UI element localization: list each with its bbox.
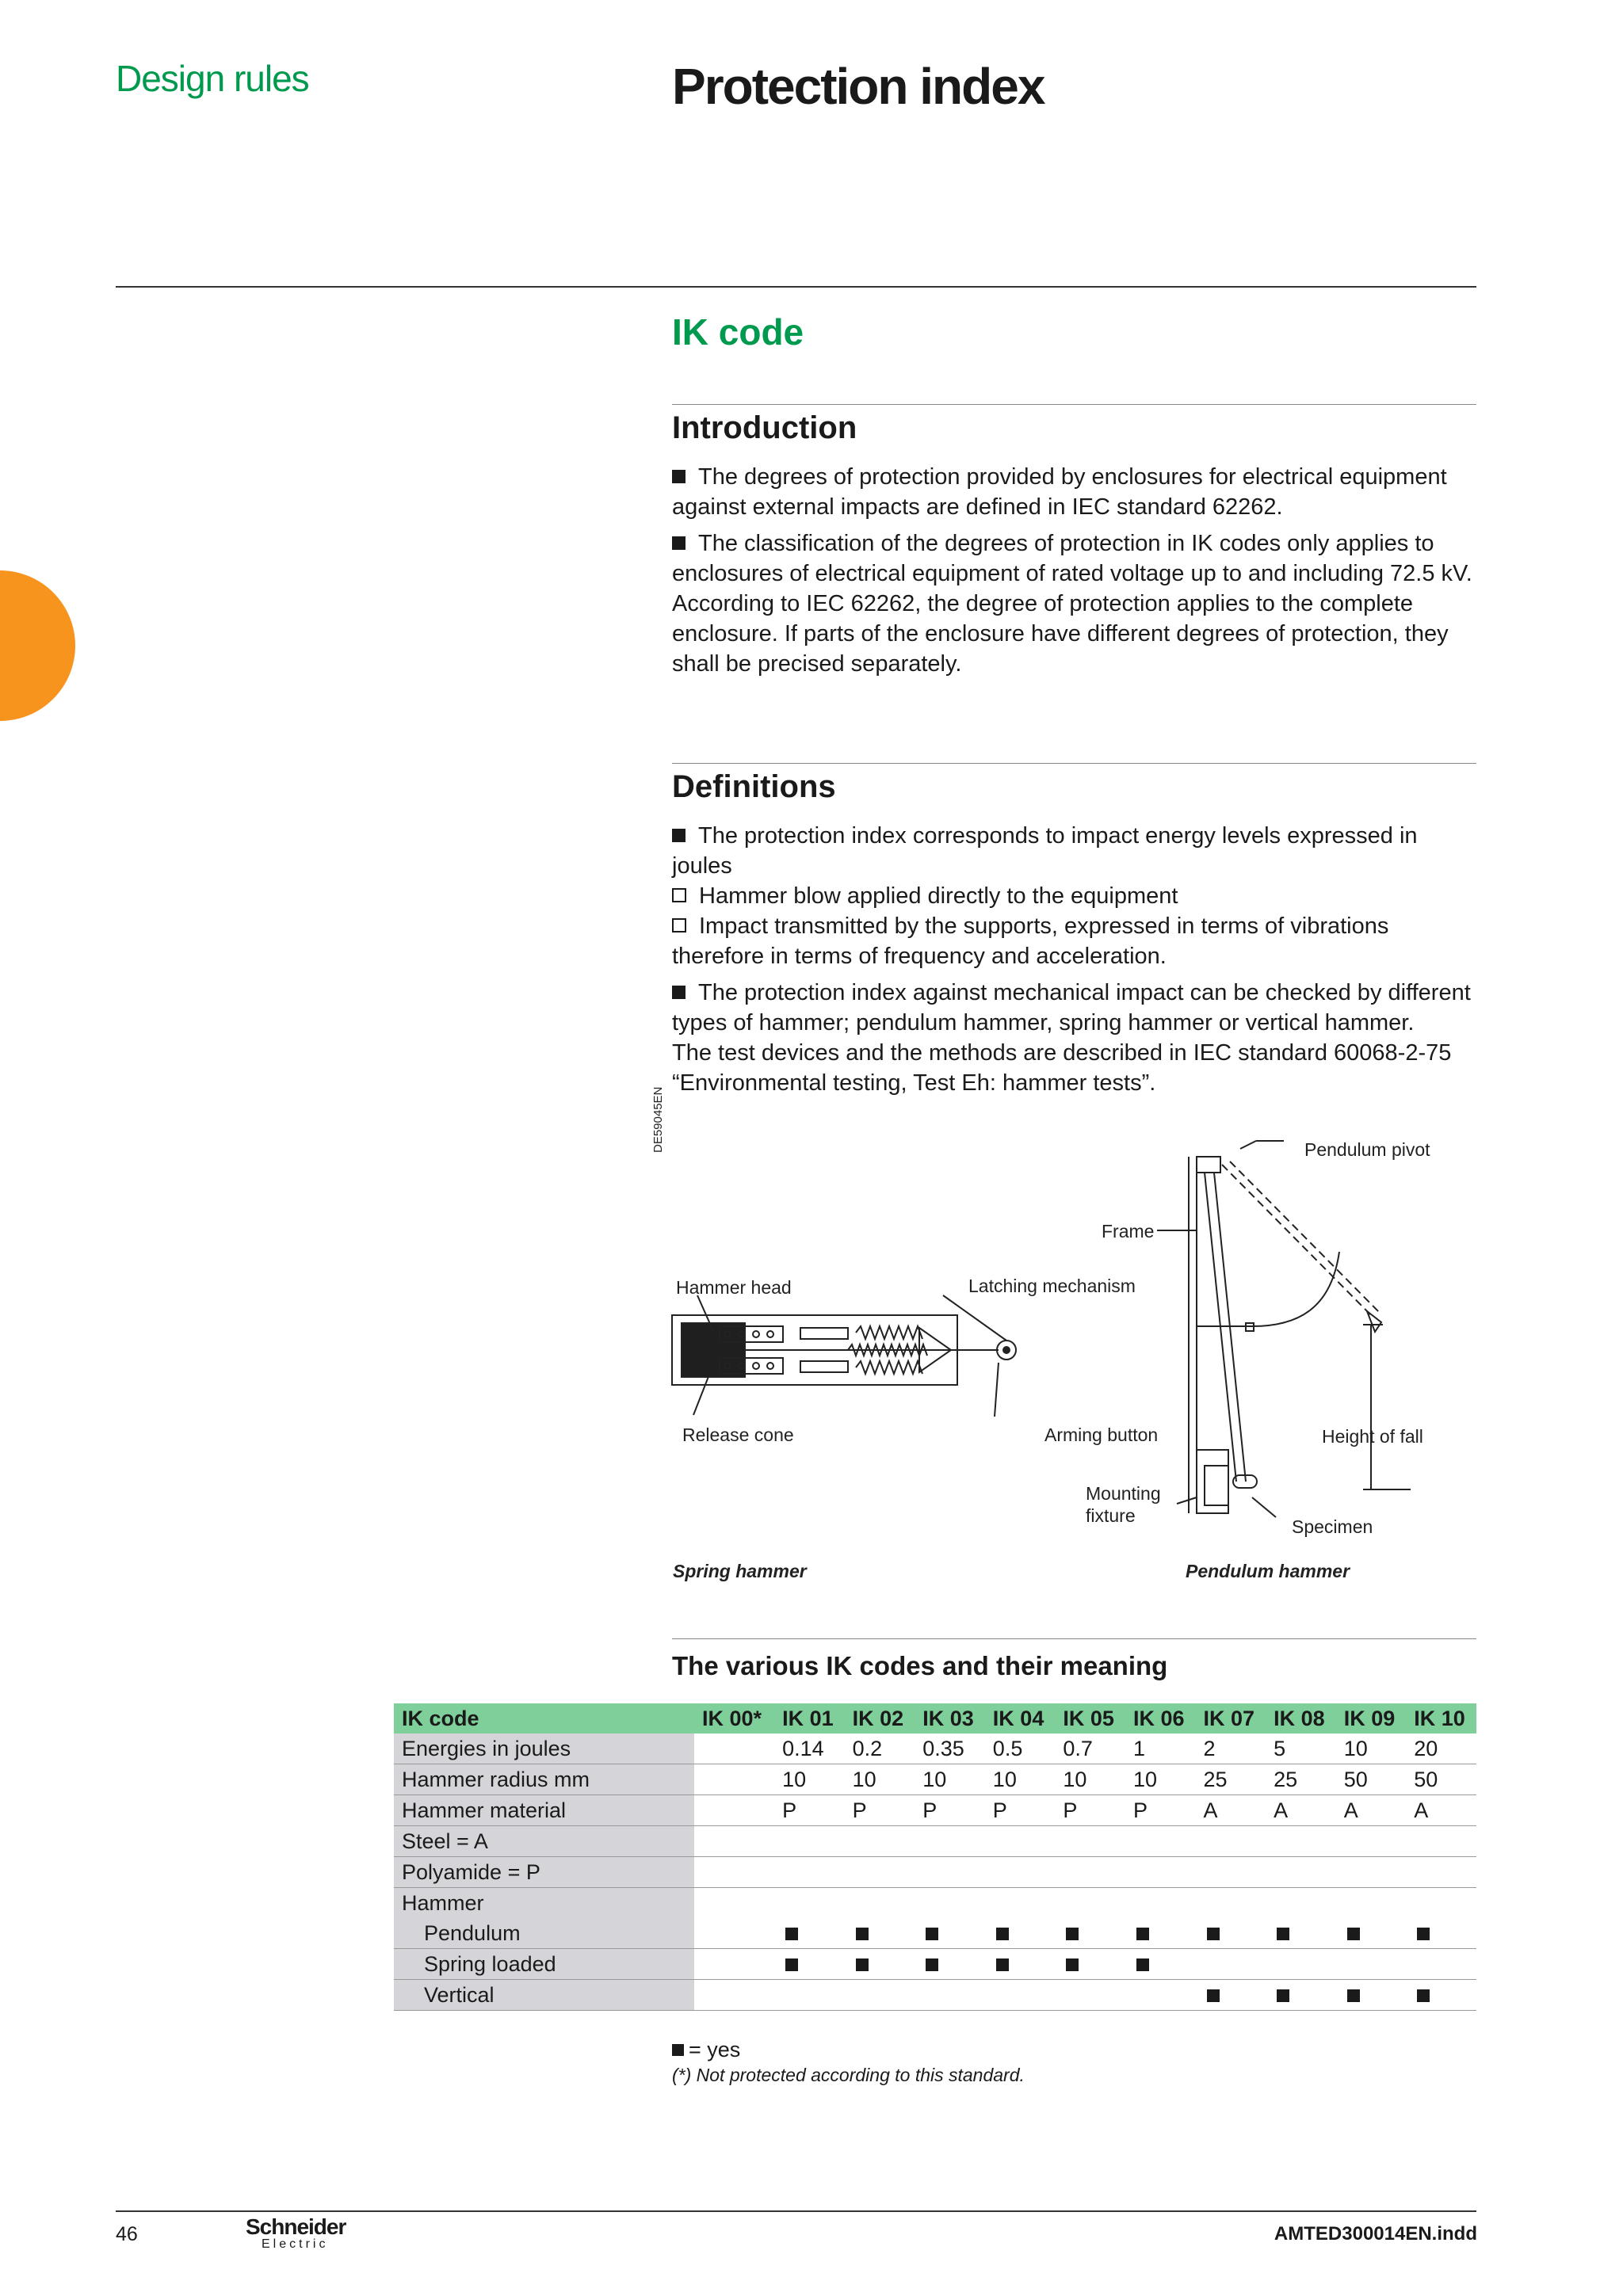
table-cell: 50: [1336, 1764, 1407, 1795]
filled-square-icon: [1277, 1989, 1289, 2002]
table-row: [394, 1857, 1476, 1888]
label-pendulum-pivot: Pendulum pivot: [1304, 1139, 1430, 1160]
introduction-heading: Introduction: [672, 410, 857, 445]
table-cell: 0.35: [915, 1733, 985, 1764]
header-rule: [116, 286, 1476, 288]
intro-paragraph: According to IEC 62262, the degree of protection applies to the complete enclosure. If parts of the enclosure have different degrees of protection, they shall be precised separately.: [672, 591, 1449, 677]
table-cell: [774, 1918, 845, 1949]
bullet-icon: [672, 829, 685, 842]
table-cell: [1266, 1857, 1336, 1888]
filled-square-icon: [1066, 1928, 1079, 1940]
label-fixture: fixture: [1086, 1505, 1136, 1526]
row-header: Hammer material: [394, 1795, 694, 1826]
table-cell: [985, 1857, 1056, 1888]
table-cell: [1406, 1980, 1476, 2011]
ik-code-header: IK 10: [1406, 1703, 1476, 1733]
filled-square-icon: [1347, 1928, 1360, 1940]
footer-rule: [116, 2210, 1476, 2212]
ik-code-header: IK 09: [1336, 1703, 1407, 1733]
ik-code-header: IK 03: [915, 1703, 985, 1733]
table-cell: [694, 1764, 774, 1795]
ik-code-header: IK 04: [985, 1703, 1056, 1733]
table-cell: [1406, 1857, 1476, 1888]
ik-code-table: [394, 1703, 1476, 2011]
table-cell: P: [1125, 1795, 1196, 1826]
table-cell: [845, 1857, 915, 1888]
table-cell: [915, 1980, 985, 2011]
table-cell: 0.2: [845, 1733, 915, 1764]
table-cell: [1336, 1857, 1407, 1888]
table-cell: [985, 1949, 1056, 1980]
ik-code-header: IK 01: [774, 1703, 845, 1733]
label-frame: Frame: [1102, 1221, 1155, 1241]
bullet-icon: [672, 470, 685, 483]
row-header: Polyamide = P: [394, 1857, 694, 1888]
table-cell: [1125, 1918, 1196, 1949]
table-cell: [1406, 1826, 1476, 1857]
table-cell: 10: [985, 1764, 1056, 1795]
bullet-icon: [672, 986, 685, 999]
introduction-body: [672, 462, 1472, 685]
def-bullet-1: The protection index corresponds to impact energy levels expressed in joules: [672, 823, 1418, 879]
table-note: (*) Not protected according to this standard.: [672, 2065, 1025, 2085]
row-header: Energies in joules: [394, 1733, 694, 1764]
table-cell: P: [1055, 1795, 1125, 1826]
table-cell: [1196, 1949, 1266, 1980]
table-cell: [1266, 1949, 1336, 1980]
page-title: Protection index: [672, 58, 1044, 115]
table-cell: P: [845, 1795, 915, 1826]
chapter-tab-marker: [0, 570, 75, 721]
table-cell: [694, 1826, 774, 1857]
table-cell: [1406, 1918, 1476, 1949]
table-cell: [1055, 1857, 1125, 1888]
filled-square-icon: [856, 1928, 869, 1940]
row-header: Spring loaded: [394, 1949, 694, 1980]
table-cell: [694, 1980, 774, 2011]
filled-square-icon: [1417, 1928, 1430, 1940]
ik-code-header: IK 02: [845, 1703, 915, 1733]
label-specimen: Specimen: [1292, 1516, 1373, 1537]
table-row: [394, 1733, 1476, 1764]
filled-square-icon: [996, 1958, 1009, 1971]
label-height-of-fall: Height of fall: [1322, 1426, 1423, 1447]
table-cell: [694, 1795, 774, 1826]
table-cell: 10: [774, 1764, 845, 1795]
table-cell: 10: [845, 1764, 915, 1795]
table-cell: [774, 1949, 845, 1980]
table-cell: [774, 1857, 845, 1888]
ik-code-header: IK 08: [1266, 1703, 1336, 1733]
definitions-body: [672, 821, 1472, 1104]
table-cell: [1266, 1980, 1336, 2011]
schneider-logo: [246, 2214, 346, 2253]
table-cell: [694, 1733, 774, 1764]
filled-square-icon: [785, 1958, 798, 1971]
table-title: The various IK codes and their meaning: [672, 1651, 1168, 1680]
table-cell: [774, 1980, 845, 2011]
table-cell: 20: [1406, 1733, 1476, 1764]
table-cell: [694, 1857, 774, 1888]
filled-square-icon: [1347, 1989, 1360, 2002]
filled-square-icon: [785, 1928, 798, 1940]
label-hammer-head: Hammer head: [676, 1277, 792, 1298]
caption-spring-hammer: Spring hammer: [673, 1561, 807, 1581]
sub-bullet-icon: [672, 918, 686, 933]
table-cell: [1336, 1949, 1407, 1980]
table-cell: 1: [1125, 1733, 1196, 1764]
table-cell: [1125, 1980, 1196, 2011]
row-header: Steel = A: [394, 1826, 694, 1857]
def-bullet-2: The protection index against mechanical impact can be checked by different types of hammer; pendulum hammer, spring hammer or vertical hammer.: [672, 980, 1471, 1035]
logo-brand-sub: Electric: [262, 2237, 329, 2251]
table-cell: [1336, 1980, 1407, 2011]
label-arming-button: Arming button: [1044, 1425, 1159, 1445]
table-cell: A: [1196, 1795, 1266, 1826]
table-cell: [1406, 1949, 1476, 1980]
table-cell: [1125, 1949, 1196, 1980]
filled-square-icon: [926, 1958, 938, 1971]
section-title: IK code: [672, 311, 804, 353]
table-cell: [915, 1857, 985, 1888]
table-cell: A: [1266, 1795, 1336, 1826]
label-latching-mechanism: Latching mechanism: [968, 1276, 1136, 1296]
table-row: [394, 1888, 1476, 1919]
def-paragraph: The test devices and the methods are described in IEC standard 60068-2-75 “Environmental testing, Test Eh: hammer tests”.: [672, 1040, 1452, 1096]
table-cell: 0.5: [985, 1733, 1056, 1764]
table-cell: [845, 1826, 915, 1857]
filled-square-icon: [1207, 1989, 1220, 2002]
table-cell: [1125, 1826, 1196, 1857]
table-rule: [672, 1638, 1476, 1639]
table-cell: [985, 1980, 1056, 2011]
intro-rule: [672, 404, 1476, 405]
table-cell: [1196, 1826, 1266, 1857]
table-cell: [1055, 1980, 1125, 2011]
row-header: Pendulum: [394, 1918, 694, 1949]
logo-brand: Schneider: [246, 2214, 346, 2239]
filled-square-icon: [1207, 1928, 1220, 1940]
table-cell: [774, 1826, 845, 1857]
table-cell: 2: [1196, 1733, 1266, 1764]
table-cell: P: [915, 1795, 985, 1826]
table-cell: P: [774, 1795, 845, 1826]
table-cell: 25: [1266, 1764, 1336, 1795]
table-cell: [915, 1826, 985, 1857]
table-cell: [694, 1949, 774, 1980]
table-cell: A: [1406, 1795, 1476, 1826]
table-cell: 25: [1196, 1764, 1266, 1795]
ik-code-header: IK 06: [1125, 1703, 1196, 1733]
label-mounting: Mounting: [1086, 1483, 1161, 1504]
table-cell: [1196, 1980, 1266, 2011]
def-sub-2: Impact transmitted by the supports, expressed in terms of vibrations therefore in terms of frequency and acceleration.: [672, 913, 1389, 969]
table-row: [394, 1980, 1476, 2011]
ik-code-header: IK 05: [1055, 1703, 1125, 1733]
table-cell: [1336, 1826, 1407, 1857]
footer-filename: AMTED300014EN.indd: [1274, 2223, 1477, 2245]
table-cell: [1266, 1918, 1336, 1949]
filled-square-icon: [1277, 1928, 1289, 1940]
caption-pendulum-hammer: Pendulum hammer: [1186, 1561, 1350, 1581]
page-number: 46: [116, 2223, 138, 2245]
table-cell: 10: [1055, 1764, 1125, 1795]
section-label: Design rules: [116, 58, 309, 99]
table-cell: [694, 1918, 774, 1949]
table-cell: [985, 1826, 1056, 1857]
figure-ref: DE59045EN: [651, 1086, 665, 1153]
table-cell: [1055, 1918, 1125, 1949]
table-row: [394, 1826, 1476, 1857]
label-release-cone: Release cone: [682, 1425, 794, 1445]
table-cell: [1196, 1918, 1266, 1949]
filled-square-icon: [856, 1958, 869, 1971]
table-corner-header: IK code: [394, 1703, 694, 1733]
ik-code-header: IK 00*: [694, 1703, 774, 1733]
ik-code-header: IK 07: [1196, 1703, 1266, 1733]
table-cell: [1196, 1857, 1266, 1888]
table-cell: P: [985, 1795, 1056, 1826]
row-header: Hammer: [394, 1888, 694, 1919]
intro-bullet-2: The classification of the degrees of protection in IK codes only applies to enclosures of electrical equipment of rated voltage up to and including 72.5 kV.: [672, 531, 1472, 586]
table-cell: [1055, 1826, 1125, 1857]
table-cell: 5: [1266, 1733, 1336, 1764]
table-cell: 0.7: [1055, 1733, 1125, 1764]
hammer-head-shape: [682, 1323, 745, 1377]
filled-square-icon: [1136, 1958, 1149, 1971]
table-cell: [985, 1918, 1056, 1949]
table-row: [394, 1764, 1476, 1795]
definitions-rule: [672, 763, 1476, 764]
table-cell: [915, 1918, 985, 1949]
table-cell: 10: [1336, 1733, 1407, 1764]
row-header: Vertical: [394, 1980, 694, 2011]
filled-square-icon: [672, 2044, 684, 2056]
table-cell: [845, 1949, 915, 1980]
filled-square-icon: [1136, 1928, 1149, 1940]
table-cell: [1055, 1949, 1125, 1980]
row-header: Hammer radius mm: [394, 1764, 694, 1795]
table-cell: [845, 1980, 915, 2011]
table-cell: [1336, 1918, 1407, 1949]
def-sub-1: Hammer blow applied directly to the equipment: [699, 883, 1178, 909]
table-cell: [694, 1888, 1476, 1919]
table-header-row: [394, 1703, 1476, 1733]
table-row: [394, 1949, 1476, 1980]
table-cell: 10: [915, 1764, 985, 1795]
table-cell: A: [1336, 1795, 1407, 1826]
table-cell: 10: [1125, 1764, 1196, 1795]
table-cell: [915, 1949, 985, 1980]
definitions-heading: Definitions: [672, 769, 836, 804]
filled-square-icon: [926, 1928, 938, 1940]
filled-square-icon: [1066, 1958, 1079, 1971]
filled-square-icon: [996, 1928, 1009, 1940]
table-row: [394, 1918, 1476, 1949]
legend-yes-text: = yes: [689, 2038, 741, 2061]
sub-bullet-icon: [672, 888, 686, 902]
bullet-icon: [672, 536, 685, 550]
table-cell: 50: [1406, 1764, 1476, 1795]
table-cell: [845, 1918, 915, 1949]
legend-yes: [672, 2035, 740, 2065]
table-cell: 0.14: [774, 1733, 845, 1764]
intro-bullet-1: The degrees of protection provided by enclosures for electrical equipment against external impacts are defined in IEC standard 62262.: [672, 464, 1447, 520]
table-cell: [1125, 1857, 1196, 1888]
table-row: [394, 1795, 1476, 1826]
filled-square-icon: [1417, 1989, 1430, 2002]
table-cell: [1266, 1826, 1336, 1857]
